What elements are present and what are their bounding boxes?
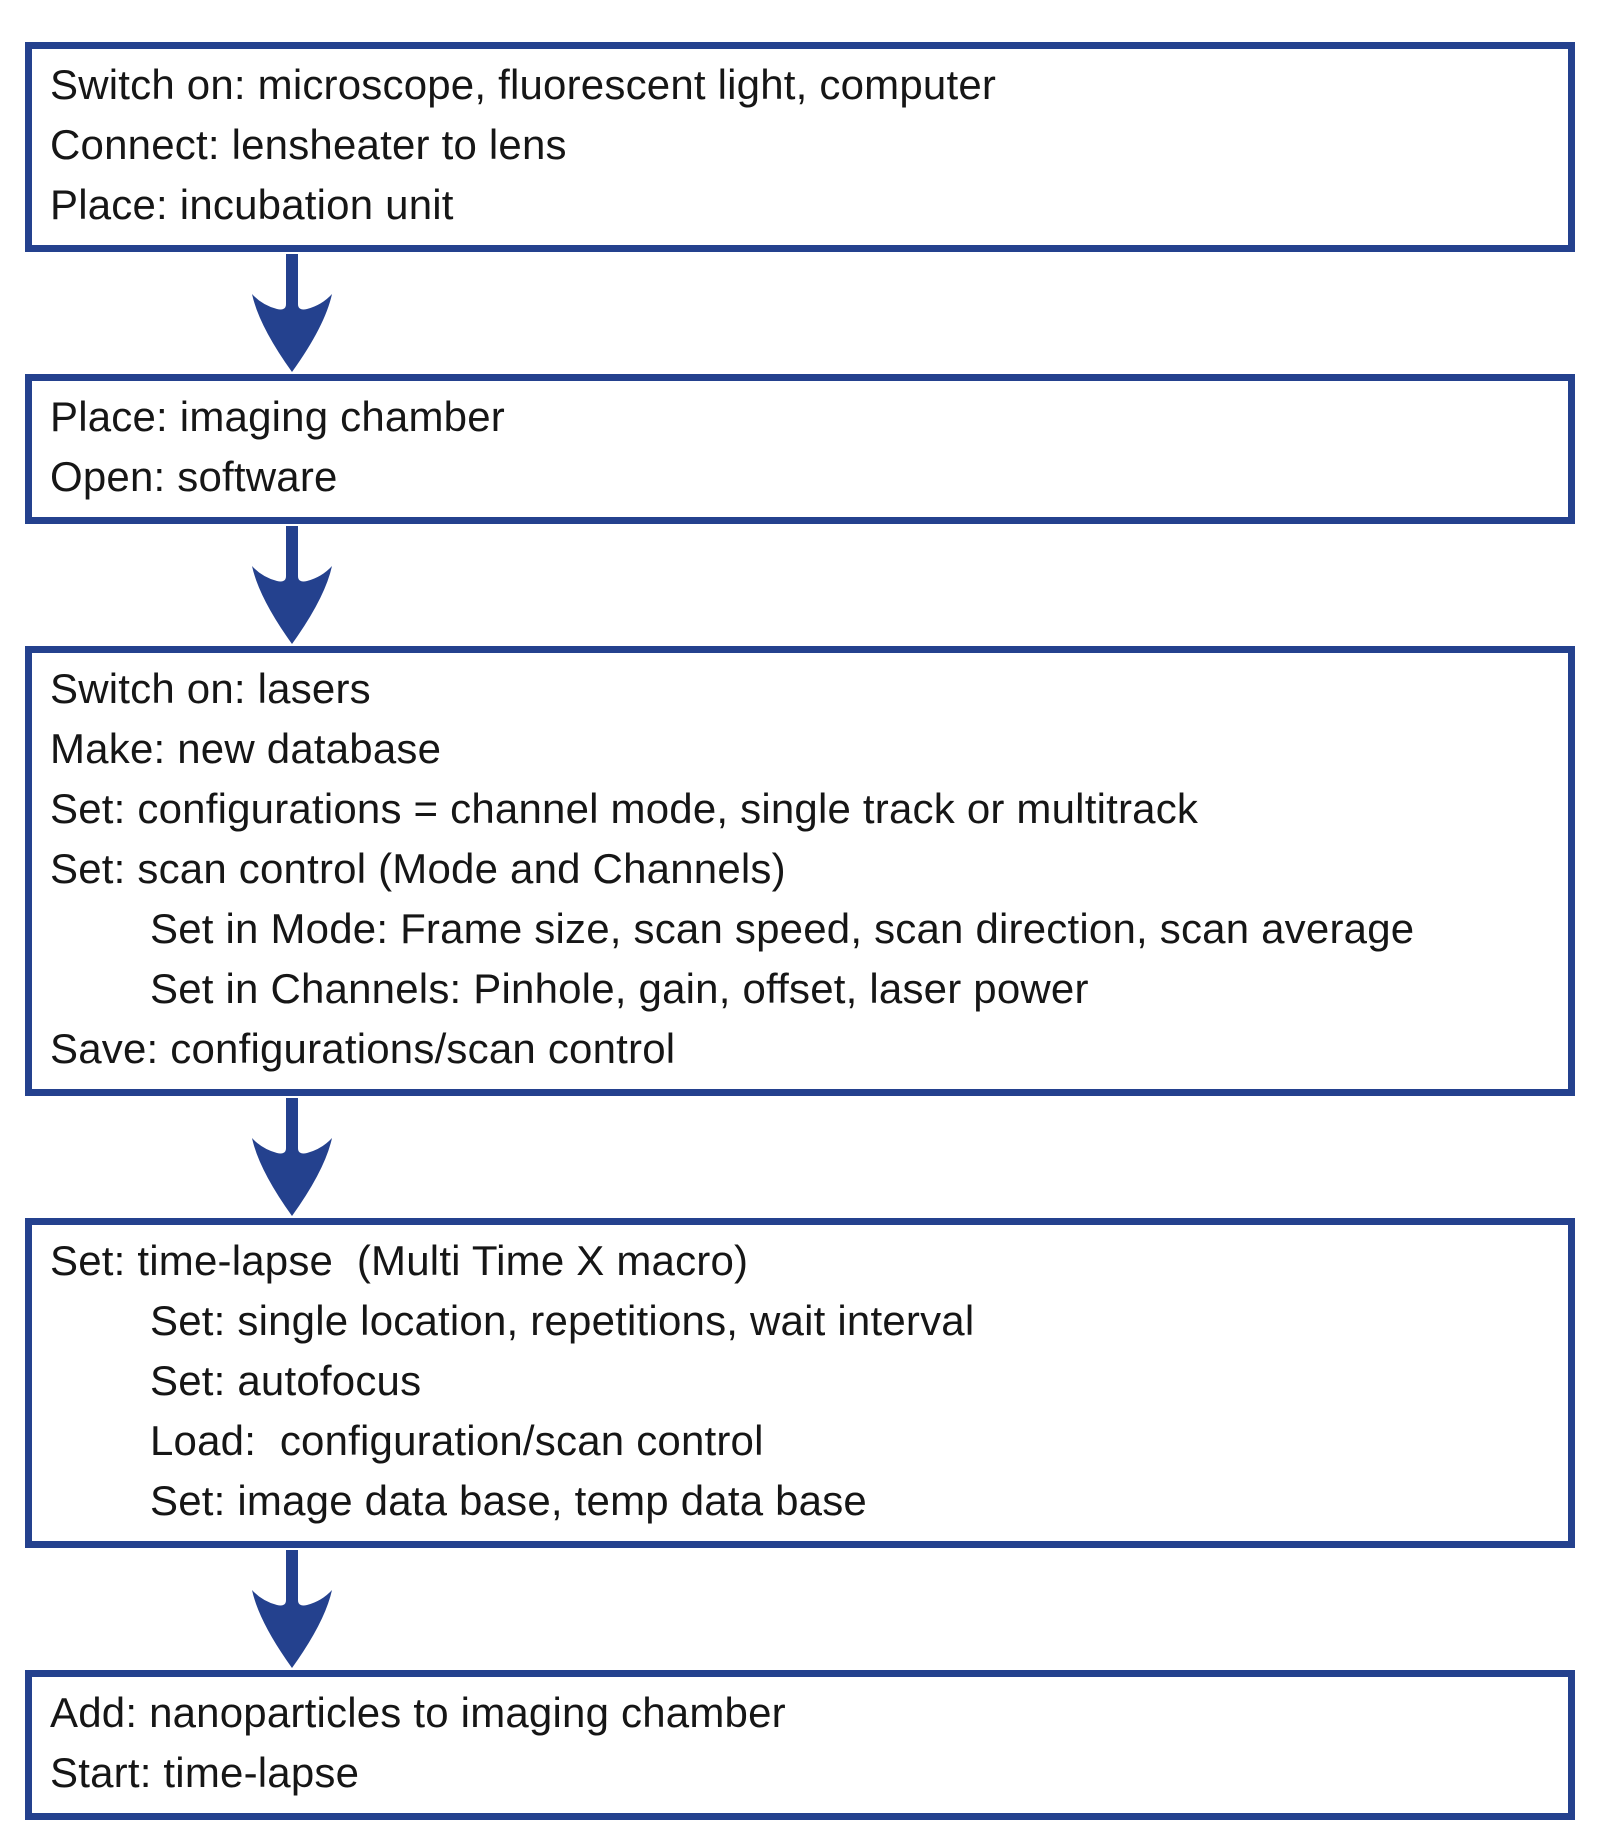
flow-step-text: Start: time-lapse — [50, 1749, 360, 1796]
down-arrow-icon — [252, 1550, 332, 1668]
flow-step-text: Place: incubation unit — [50, 181, 454, 228]
flow-box — [25, 646, 1575, 1096]
flow-box — [25, 374, 1575, 524]
flow-step-text: Load: configuration/scan control — [150, 1417, 764, 1464]
flowchart — [25, 42, 1575, 1820]
flow-step-text: Set: configurations = channel mode, single track or multitrack — [50, 785, 1199, 832]
down-arrow-icon — [252, 1098, 332, 1216]
arrow-connector — [25, 252, 1575, 374]
flow-step-text: Set: scan control (Mode and Channels) — [50, 845, 786, 892]
arrow-connector — [25, 1548, 1575, 1670]
flow-step-text: Switch on: microscope, fluorescent light, computer — [50, 61, 997, 108]
down-arrow-icon — [252, 526, 332, 644]
down-arrow-icon — [252, 254, 332, 372]
flow-step-text: Save: configurations/scan control — [50, 1025, 676, 1072]
arrow-connector — [25, 524, 1575, 646]
flow-step-text: Set: time-lapse (Multi Time X macro) — [50, 1237, 749, 1284]
flow-step-text: Add: nanoparticles to imaging chamber — [50, 1689, 786, 1736]
flow-step-text: Connect: lensheater to lens — [50, 121, 567, 168]
flow-step-text: Make: new database — [50, 725, 442, 772]
flow-step-text: Set: single location, repetitions, wait interval — [150, 1297, 975, 1344]
flow-step-text: Set in Channels: Pinhole, gain, offset, laser power — [150, 965, 1089, 1012]
flow-box — [25, 42, 1575, 252]
flow-step-text: Open: software — [50, 453, 338, 500]
flow-step-text: Place: imaging chamber — [50, 393, 505, 440]
flow-step-text: Set: image data base, temp data base — [150, 1477, 867, 1524]
arrow-connector — [25, 1096, 1575, 1218]
flow-step-text: Set in Mode: Frame size, scan speed, scan direction, scan average — [150, 905, 1415, 952]
flow-step-text: Set: autofocus — [150, 1357, 422, 1404]
flow-step-text: Switch on: lasers — [50, 665, 371, 712]
flow-box — [25, 1670, 1575, 1820]
flow-box — [25, 1218, 1575, 1548]
